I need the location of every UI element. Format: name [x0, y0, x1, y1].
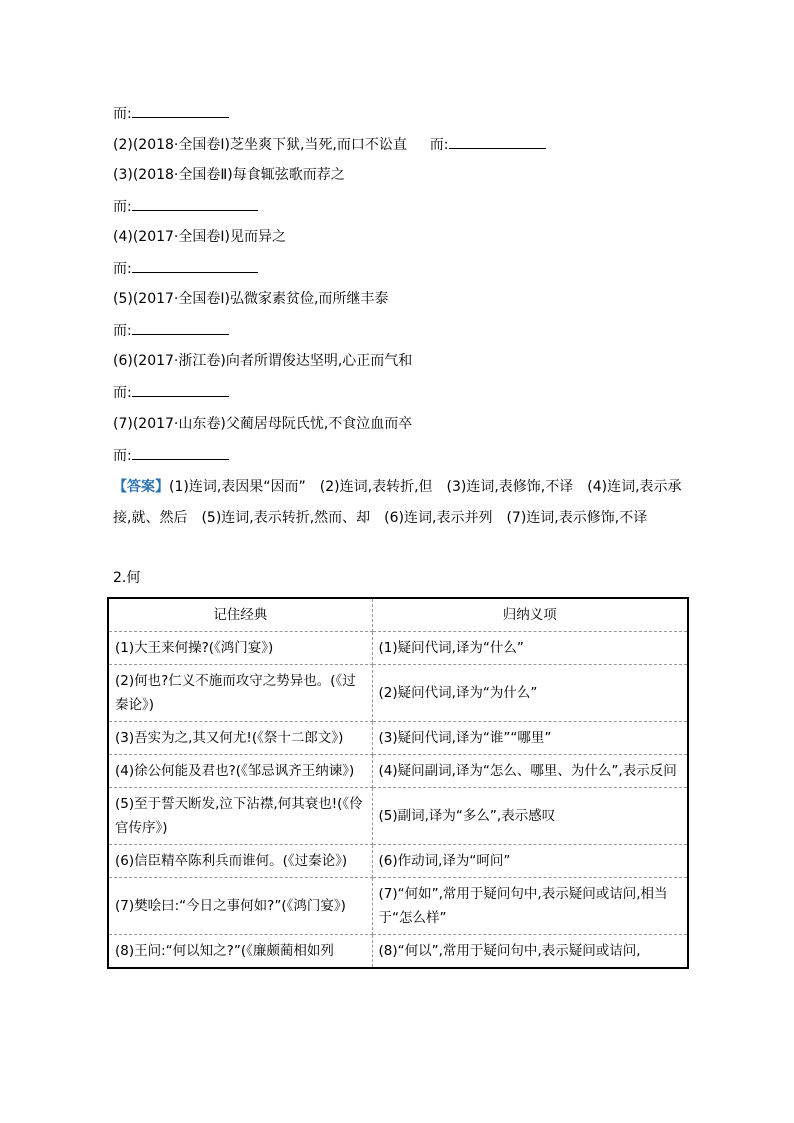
item7-line [113, 445, 229, 466]
table-cell: (7)“何如”,常用于疑问句中,表示疑问或诘问,相当于“怎么样” [372, 878, 688, 935]
item2-line [113, 134, 546, 155]
item6-text: (6)(2017·浙江卷)向者所谓俊达坚明,心正而气和 [113, 353, 413, 369]
item4-text: (4)(2017·全国卷Ⅰ)见而异之 [113, 229, 286, 245]
table-cell: (8)王问:“何以知之?”(《廉颇蔺相如列 [108, 935, 372, 969]
table-cell: (6)信臣精卒陈利兵而谁何。(《过秦论》) [108, 845, 372, 878]
table-cell: (4)徐公何能及君也?(《邹忌讽齐王纳谏》) [108, 755, 372, 788]
table-cell: (4)疑问副词,译为“怎么、哪里、为什么”,表示反问 [372, 755, 688, 788]
item4-label: 而: [113, 261, 132, 277]
item5-label: 而: [113, 323, 132, 339]
answer-blank[interactable] [132, 445, 229, 460]
item3-line [113, 196, 258, 217]
table-row [108, 722, 688, 755]
item5-line [113, 320, 229, 341]
table-cell: (5)至于誓天断发,泣下沾襟,何其衰也!(《伶官传序》) [108, 788, 372, 845]
table-row [108, 878, 688, 935]
table-cell: (2)疑问代词,译为“为什么” [372, 665, 688, 722]
item6-label: 而: [113, 385, 132, 401]
item5-text: (5)(2017·全国卷Ⅰ)弘微家素贫俭,而所继丰泰 [113, 291, 389, 307]
table-row [108, 845, 688, 878]
item2-label: 而: [429, 137, 449, 153]
answer-blank[interactable] [132, 258, 258, 273]
answer-tag: 【答案】 [113, 479, 169, 495]
item2-text: (2)(2018·全国卷Ⅰ)芝坐爽下狱,当死,而口不讼直 [113, 137, 407, 153]
item7-label: 而: [113, 448, 132, 464]
table-row [108, 665, 688, 722]
table-cell: (3)疑问代词,译为“谁”“哪里” [372, 722, 688, 755]
item3-label: 而: [113, 199, 132, 215]
table-row [108, 788, 688, 845]
table-cell: (8)“何以”,常用于疑问句中,表示疑问或诘问, [372, 935, 688, 969]
table-cell: (2)何也?仁义不施而攻守之势异也。(《过秦论》) [108, 665, 372, 722]
item3-text: (3)(2018·全国卷Ⅱ)每食辄弦歌而荐之 [113, 167, 345, 183]
table-cell: (7)樊哙曰:“今日之事何如?”(《鸿门宴》) [108, 878, 372, 935]
table-cell: (6)作动词,译为“呵问” [372, 845, 688, 878]
item1-line [113, 103, 229, 124]
table-cell: (3)吾实为之,其又何尤!(《祭十二郎文》) [108, 722, 372, 755]
answer-blank[interactable] [132, 320, 229, 335]
table-cell: (1)疑问代词,译为“什么” [372, 632, 688, 665]
answer-block [113, 472, 688, 534]
answer-text: (1)连词,表因果“因而” (2)连词,表转折,但 (3)连词,表修饰,不译 (4)连词,表示承接,就、然后 (5)连词,表示转折,然而、却 (6)连词,表示并列 (7)连词,表示修饰,不译 [113, 479, 682, 526]
table-cell: (1)大王来何操?(《鸿门宴》) [108, 632, 372, 665]
table-row [108, 632, 688, 665]
answer-blank[interactable] [132, 382, 229, 397]
meaning-table [107, 597, 689, 969]
table-cell: (5)副词,译为“多么”,表示感叹 [372, 788, 688, 845]
item4-line [113, 258, 258, 279]
answer-blank[interactable] [132, 196, 258, 211]
table-row [108, 935, 688, 969]
table-header-row [108, 598, 688, 632]
table-row [108, 755, 688, 788]
answer-blank[interactable] [449, 134, 546, 149]
column-header: 记住经典 [108, 598, 372, 632]
answer-blank[interactable] [132, 103, 229, 118]
section-title: 2.何 [113, 570, 141, 586]
item7-text: (7)(2017·山东卷)父蔺居母阮氏忧,不食泣血而卒 [113, 416, 413, 432]
item6-line [113, 382, 229, 403]
item1-label: 而: [113, 106, 132, 122]
column-header: 归纳义项 [372, 598, 688, 632]
